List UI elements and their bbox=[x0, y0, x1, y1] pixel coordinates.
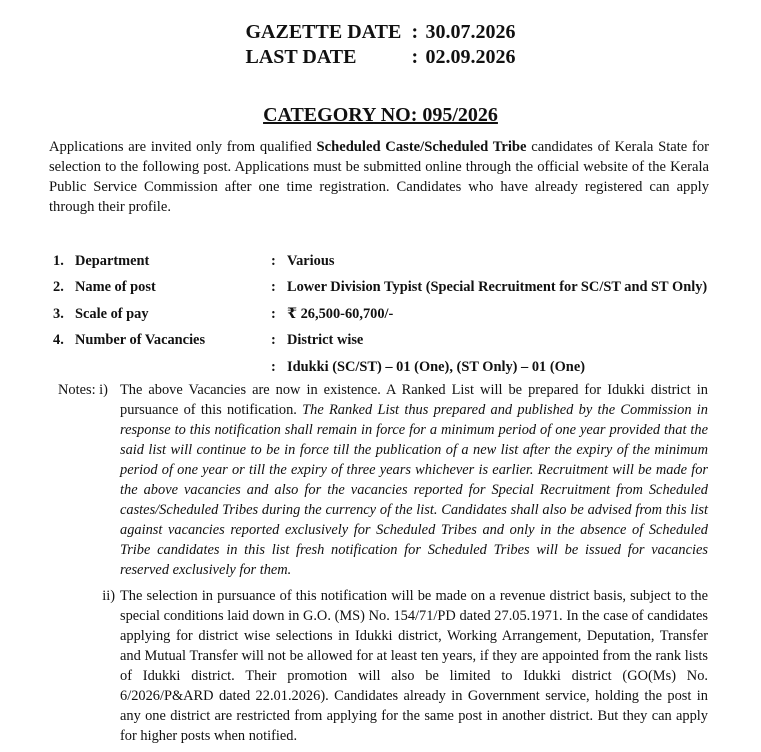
detail-colon: : bbox=[271, 252, 276, 269]
intro-text-2: candidates of Kerala State for selection to the following post. Applications must be submitted online through the official website of the Kerala Public Service Commission after one time registration. Candidates who have already registered can apply through their profile. bbox=[49, 139, 710, 215]
last-date-line bbox=[246, 45, 516, 70]
header bbox=[0, 20, 761, 70]
detail-value: Various bbox=[287, 252, 335, 269]
detail-value: ₹ 26,500-60,700/- bbox=[287, 306, 394, 323]
note-2-body: The selection in pursuance of this notification will be made on a revenue district basis, subject to the special conditions laid down in G.O. (MS) No. 154/71/PD dated 27.05.1971. In the case of candidates applying for district wise selections in Idukki district, Working Arrangement, Deputation, Transfer and Mutual Transfer will not be allowed for at least ten years, if they are appointed from the rank lists of Idukki district. Their promotion will also be limited to Idukki district (GO(Ms) No. 6/2026/P&ARD dated 22.01.2026). Candidates already in Government service, holding the post in any one district are restricted from applying for the same post in another district. But they can apply for higher posts when notified. bbox=[120, 588, 708, 744]
detail-label: Scale of pay bbox=[75, 305, 149, 322]
last-date-label: LAST DATE bbox=[245, 46, 357, 68]
note-2-prefix: ii) bbox=[102, 588, 115, 604]
note-2 bbox=[58, 586, 708, 746]
detail-value: Lower Division Typist (Special Recruitment for SC/ST and ST Only) bbox=[287, 279, 708, 296]
note-1-plain-text: The above Vacancies are now in existence. A Ranked List will be prepared for Idukki district in pursuance of this notification. bbox=[120, 382, 708, 418]
note-1-italic-text: The Ranked List thus prepared and published by the Commission in response to this notification shall remain in force for a minimum period of one year provided that the said list will continue to be in force till the publication of a new list after the expiry of the minimum period of one year or till the expiry of three years whichever is earlier. Recruitment will be made for the above vacancies and also for the vacancies reported for Special Recruitment from Scheduled castes/Scheduled Tribes during the currency of the list. Candidates shall also be advised from this list against vacancies reported exclusively for Scheduled Tribes and only in the absence of Scheduled Tribe candidates in this list fresh notification for Scheduled Tribes will be issued for vacancies reserved exclusively for them. bbox=[120, 402, 708, 578]
detail-row-district-vacancies bbox=[53, 354, 733, 381]
detail-value: District wise bbox=[287, 332, 364, 349]
intro-bold-text: Scheduled Caste/Scheduled Tribe bbox=[316, 139, 527, 155]
header-block bbox=[246, 20, 516, 70]
note-1-prefix: Notes: i) bbox=[58, 382, 108, 398]
detail-colon: : bbox=[271, 279, 276, 296]
intro-paragraph bbox=[49, 137, 709, 217]
detail-label: Name of post bbox=[75, 279, 156, 296]
detail-colon: : bbox=[271, 332, 276, 349]
gazette-date-colon: : bbox=[411, 21, 419, 43]
detail-number: 2. bbox=[53, 279, 64, 296]
detail-number: 4. bbox=[53, 332, 64, 349]
gazette-date-label: GAZETTE DATE bbox=[245, 21, 402, 43]
detail-value: Idukki (SC/ST) – 01 (One), (ST Only) – 01 (One) bbox=[287, 358, 585, 375]
detail-colon: : bbox=[271, 358, 276, 375]
details-list bbox=[53, 248, 733, 381]
detail-colon: : bbox=[271, 305, 276, 322]
detail-label: Number of Vacancies bbox=[75, 332, 206, 349]
last-date-colon: : bbox=[411, 46, 419, 68]
detail-row-department bbox=[53, 248, 733, 275]
detail-row-name-of-post bbox=[53, 275, 733, 302]
intro-text-1: Applications are invited only from qualified bbox=[49, 139, 317, 155]
category-number: CATEGORY NO: 095/2026 bbox=[263, 104, 498, 126]
last-date-value: 02.09.2026 bbox=[425, 46, 516, 68]
detail-row-scale-of-pay bbox=[53, 301, 733, 328]
gazette-date-value: 30.07.2026 bbox=[425, 21, 516, 43]
gazette-date-line bbox=[246, 20, 516, 45]
detail-label: Department bbox=[75, 252, 150, 269]
notes-section bbox=[58, 380, 708, 746]
detail-number: 3. bbox=[53, 305, 64, 322]
detail-number: 1. bbox=[53, 252, 64, 269]
detail-row-number-of-vacancies bbox=[53, 328, 733, 355]
note-1 bbox=[58, 380, 708, 580]
note-1-body bbox=[120, 380, 708, 580]
